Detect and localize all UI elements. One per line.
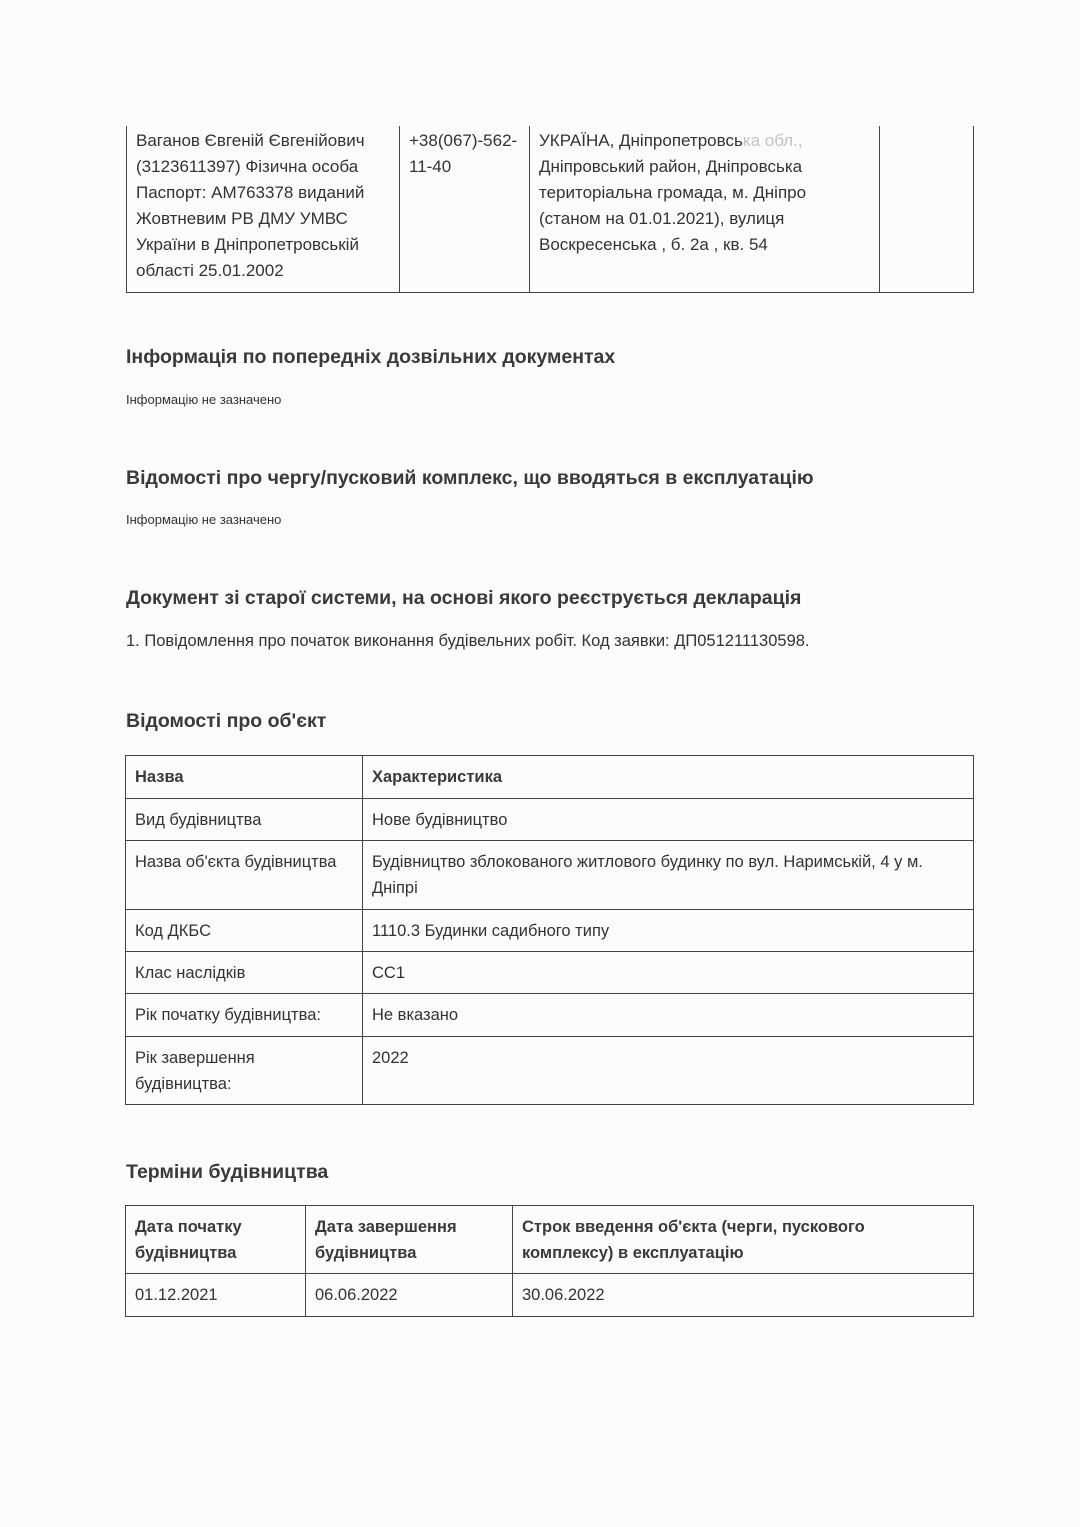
object-row-value: СС1: [363, 952, 974, 994]
developer-address-line-5: Воскресенська , б. 2а , кв. 54: [539, 235, 768, 254]
developer-issuer-line: Жовтневим РВ ДМУ УМВС: [136, 209, 348, 228]
terms-header-end: [306, 1206, 513, 1274]
developer-empty-cell: [880, 126, 974, 293]
completion-label-line-1: Рік завершення: [135, 1049, 255, 1067]
developer-issue-date-line: області 25.01.2002: [136, 261, 284, 280]
prev-permits-note: Інформацію не зазначено: [126, 392, 282, 407]
address-faded-part: ка обл.,: [742, 131, 803, 150]
terms-header-commissioning-line-2: комплексу) в експлуатацію: [522, 1244, 744, 1262]
object-row-label: Рік початку будівництва:: [126, 994, 363, 1037]
old-doc-item: 1. Повідомлення про початок виконання будівельних робіт. Код заявки: ДП051211130598.: [126, 632, 810, 650]
developer-issuer-region-line: України в Дніпропетровській: [136, 235, 359, 254]
terms-header-commissioning-line-1: Строк введення об'єкта (черги, пускового: [522, 1218, 865, 1236]
developer-table: [126, 126, 974, 293]
terms-header-end-line-1: Дата завершення: [315, 1218, 457, 1236]
developer-phone-cell: [400, 126, 530, 293]
queue-heading: Відомості про чергу/пусковий комплекс, що вводяться в експлуатацію: [126, 467, 814, 489]
object-name-line-2: Дніпрі: [372, 879, 418, 897]
table-row: [126, 1037, 974, 1105]
object-row-value: 1110.3 Будинки садибного типу: [363, 910, 974, 952]
developer-phone-line-1: +38(067)-562-: [409, 131, 518, 150]
object-row-value: 2022: [363, 1037, 974, 1105]
terms-commissioning-date: 30.06.2022: [513, 1274, 974, 1317]
object-table: [125, 755, 974, 1105]
object-row-value: Нове будівництво: [363, 799, 974, 841]
developer-name-line: Ваганов Євгеній Євгенійович: [136, 131, 365, 150]
terms-header-start-line-1: Дата початку: [135, 1218, 242, 1236]
terms-start-date: 01.12.2021: [126, 1274, 306, 1317]
object-name-line-1: Будівництво зблокованого житлового будинку по вул. Наримській, 4 у м.: [372, 853, 923, 871]
terms-header-start-line-2: будівництва: [135, 1244, 237, 1262]
terms-header-start: [126, 1206, 306, 1274]
terms-table: [125, 1205, 974, 1317]
object-row-label: [126, 1037, 363, 1105]
developer-address-line-1: [539, 128, 870, 154]
developer-address-line-4: (станом на 01.01.2021), вулиця: [539, 209, 785, 228]
table-row: [126, 994, 974, 1037]
table-row: [126, 910, 974, 952]
terms-end-date: 06.06.2022: [306, 1274, 513, 1317]
object-row-label: Вид будівництва: [126, 799, 363, 841]
table-row: [126, 799, 974, 841]
completion-label-line-2: будівництва:: [135, 1075, 232, 1093]
object-heading: Відомості про об'єкт: [126, 710, 327, 732]
object-header-name: Назва: [126, 756, 363, 799]
object-row-value: Не вказано: [363, 994, 974, 1037]
terms-header-end-line-2: будівництва: [315, 1244, 417, 1262]
object-row-label: Код ДКБС: [126, 910, 363, 952]
object-row-label: Назва об'єкта будівництва: [126, 841, 363, 910]
developer-passport-line: Паспорт: АМ763378 виданий: [136, 183, 365, 202]
table-row: [126, 1274, 974, 1317]
queue-note: Інформацію не зазначено: [126, 512, 282, 527]
object-header-characteristic: Характеристика: [363, 756, 974, 799]
developer-address-line-2: Дніпровський район, Дніпровська: [539, 157, 803, 176]
terms-header-commissioning: [513, 1206, 974, 1274]
object-row-value: [363, 841, 974, 910]
developer-address-cell: [530, 126, 880, 293]
developer-address-line-3: територіальна громада, м. Дніпро: [539, 183, 807, 202]
developer-row: [127, 126, 974, 293]
developer-id-line: (3123611397) Фізична особа: [136, 157, 359, 176]
old-doc-heading: Документ зі старої системи, на основі якого реєструється декларація: [126, 587, 802, 609]
table-row: [126, 841, 974, 910]
terms-heading: Терміни будівництва: [126, 1161, 329, 1183]
table-row: [126, 952, 974, 994]
object-table-header: [126, 756, 974, 799]
object-row-label: Клас наслідків: [126, 952, 363, 994]
developer-name-cell: [127, 126, 400, 293]
terms-table-header: [126, 1206, 974, 1274]
address-country-region: УКРАЇНА, Дніпропетровсь: [539, 131, 743, 150]
developer-phone-line-2: 11-40: [409, 157, 452, 176]
prev-permits-heading: Інформація по попередніх дозвільних документах: [126, 346, 616, 368]
